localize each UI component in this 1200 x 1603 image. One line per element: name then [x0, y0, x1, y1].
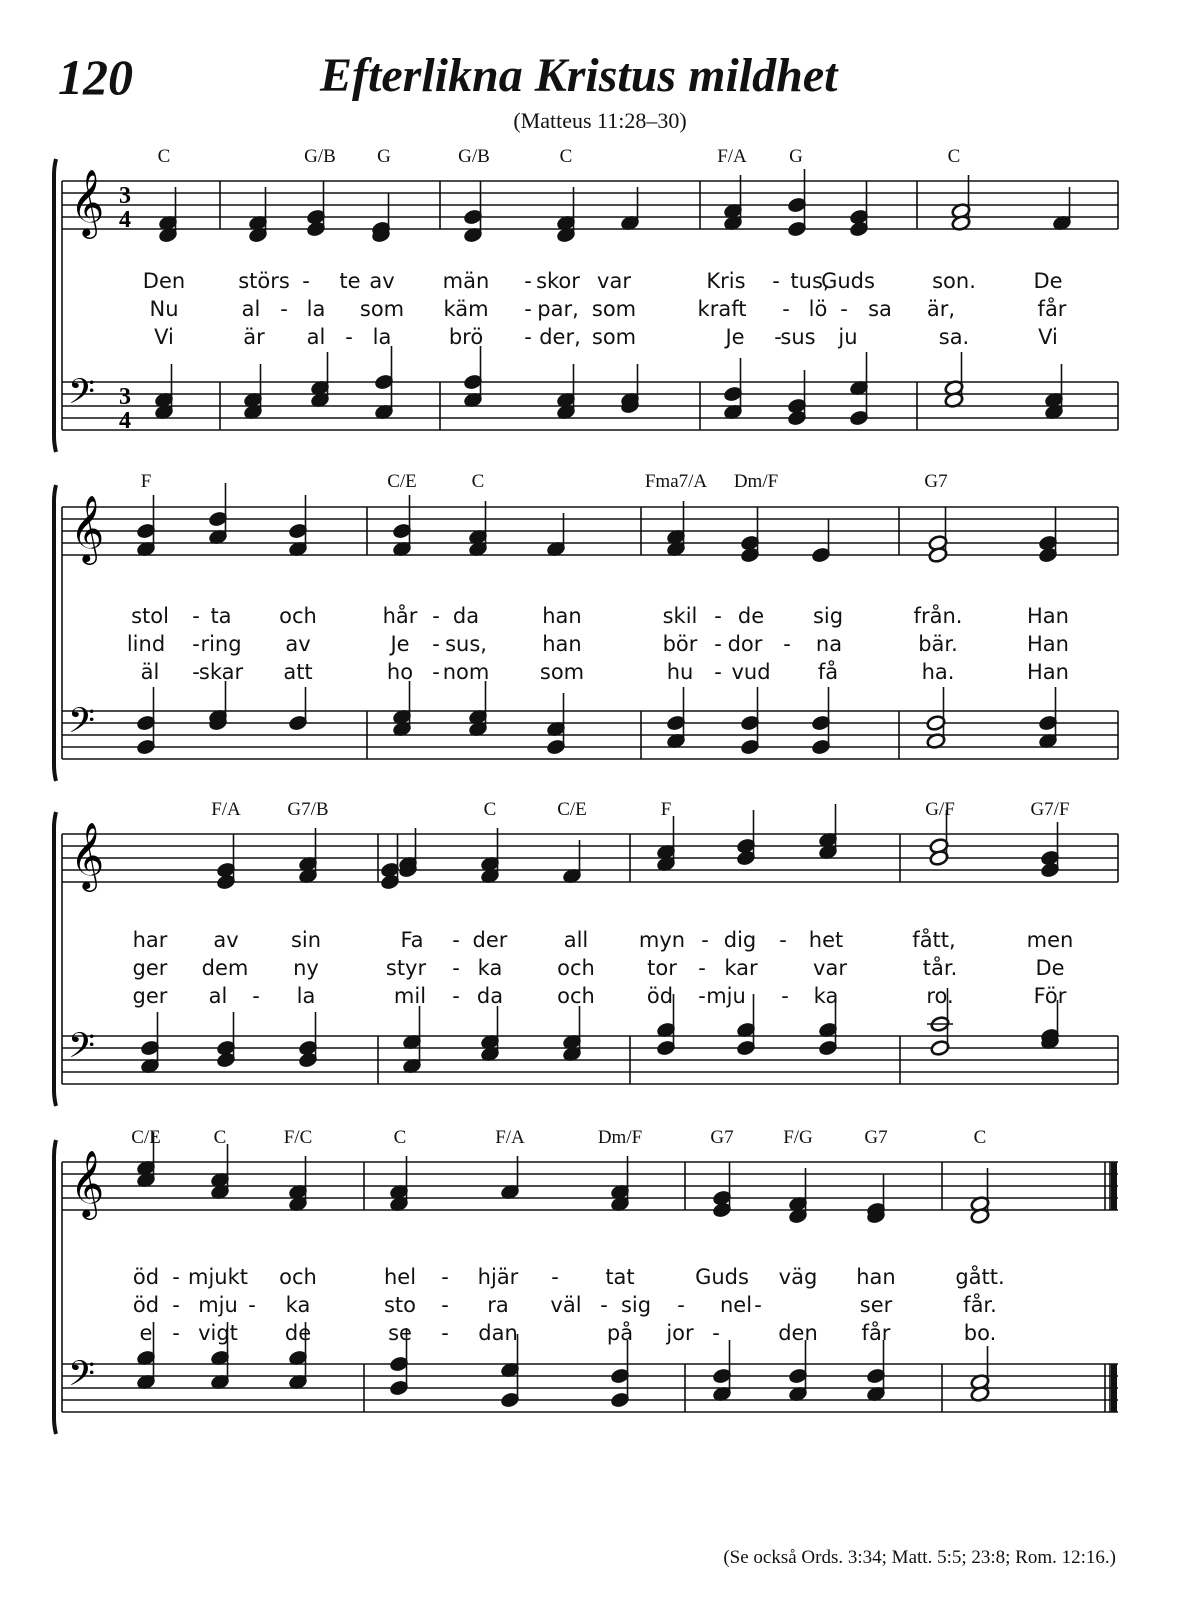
lyric-syllable: från. [913, 604, 963, 628]
lyric-hyphen: - [192, 660, 200, 684]
lyric-syllable: av [285, 632, 311, 656]
bass-clef-icon: 𝄢 [68, 371, 96, 420]
lyric-syllable: dan [478, 1321, 518, 1345]
chord-symbol: G/B [458, 146, 490, 167]
chord-symbol: G [789, 146, 803, 167]
chord-symbol: F/C [283, 1127, 313, 1148]
lyric-syllable: ring [200, 632, 242, 656]
lyric-syllable: hu [666, 660, 694, 684]
chord-symbol: G/B [304, 146, 336, 167]
final-barline [1111, 1364, 1117, 1412]
chord-symbol: C/E [387, 471, 417, 492]
time-signature-top: 3 [119, 183, 131, 209]
lyric-syllable: ho [386, 660, 414, 684]
lyric-hyphen: - [172, 1265, 180, 1289]
lyric-syllable: som [359, 297, 405, 321]
time-signature-bottom: 4 [119, 207, 131, 233]
lyric-syllable: Guds [695, 1265, 749, 1289]
chord-symbol: F [660, 799, 672, 820]
lyric-syllable: var [597, 269, 631, 293]
time-signature-bottom: 4 [119, 408, 131, 434]
treble-clef-icon: 𝄞 [70, 821, 105, 889]
lyric-syllable: Nu [149, 297, 179, 321]
lyric-syllable: par, [537, 297, 579, 321]
lyric-syllable: dig [723, 928, 757, 952]
bass-clef-icon: 𝄢 [68, 1025, 96, 1074]
chord-symbol: C [483, 799, 497, 820]
chord-symbol: F/A [495, 1127, 525, 1148]
lyric-syllable: tat [605, 1265, 635, 1289]
lyric-syllable: han [542, 604, 582, 628]
chord-symbol: G [377, 146, 391, 167]
lyric-syllable: på [606, 1321, 634, 1345]
lyric-syllable: och [557, 984, 595, 1008]
treble-clef-icon: 𝄞 [70, 1149, 105, 1217]
chord-symbol: C/E [557, 799, 587, 820]
lyric-syllable: sig [812, 604, 844, 628]
lyric-syllable: ka [813, 984, 839, 1008]
lyric-syllable: tår. [922, 956, 958, 980]
lyric-hyphen: - [779, 928, 787, 952]
lyric-syllable: lind [126, 632, 166, 656]
lyric-hyphen: - [774, 325, 782, 349]
lyric-hyphen: - [840, 297, 848, 321]
lyric-syllable: väl [550, 1293, 582, 1317]
lyric-syllable: Guds [821, 269, 875, 293]
lyric-syllable: te [339, 269, 361, 293]
lyric-hyphen: - [524, 269, 532, 293]
lyric-hyphen: - [452, 956, 460, 980]
chord-symbol: C [213, 1127, 227, 1148]
lyric-hyphen: - [551, 1265, 559, 1289]
lyric-syllable: tor [647, 956, 677, 980]
lyric-hyphen: - [783, 632, 791, 656]
lyric-syllable: av [369, 269, 395, 293]
lyric-syllable: de [737, 604, 765, 628]
lyric-hyphen: - [345, 325, 353, 349]
lyric-syllable: hel [383, 1265, 417, 1289]
lyric-syllable: der, [539, 325, 581, 349]
system-bracket [54, 1140, 56, 1434]
lyric-syllable: sus [780, 325, 816, 349]
lyric-hyphen: - [714, 604, 722, 628]
lyric-syllable: ka [285, 1293, 311, 1317]
lyric-syllable: sig [620, 1293, 652, 1317]
lyric-syllable: lö [808, 297, 828, 321]
chord-symbol: G/F [925, 799, 955, 820]
lyric-hyphen: - [600, 1293, 608, 1317]
lyric-syllable: män [442, 269, 490, 293]
lyric-syllable: öd [132, 1265, 160, 1289]
lyric-syllable: da [476, 984, 504, 1008]
lyric-hyphen: - [712, 1321, 720, 1345]
lyric-syllable: al [208, 984, 228, 1008]
lyric-syllable: la [296, 984, 316, 1008]
lyric-syllable: är, [926, 297, 956, 321]
lyric-syllable: tus, [790, 269, 830, 293]
lyric-syllable: sa. [938, 325, 970, 349]
lyric-syllable: För [1033, 984, 1067, 1008]
lyric-syllable: får. [963, 1293, 997, 1317]
lyric-syllable: Vi [1038, 325, 1058, 349]
treble-clef-icon: 𝄞 [70, 494, 105, 562]
lyric-syllable: hjär [477, 1265, 519, 1289]
lyric-syllable: e [139, 1321, 153, 1345]
lyric-syllable: den [778, 1321, 818, 1345]
lyric-syllable: han [856, 1265, 896, 1289]
lyric-syllable: ny [293, 956, 319, 980]
lyric-syllable: Je [725, 325, 745, 349]
lyric-syllable: sus, [445, 632, 487, 656]
chord-symbol: G7/F [1030, 799, 1070, 820]
lyric-syllable: al [241, 297, 261, 321]
lyric-syllable: mju [706, 984, 746, 1008]
lyric-syllable: kraft [697, 297, 747, 321]
lyric-syllable: al [306, 325, 326, 349]
lyric-hyphen: - [172, 1321, 180, 1345]
lyric-syllable: het [808, 928, 844, 952]
lyric-syllable: äl [140, 660, 160, 684]
lyric-syllable: ta [210, 604, 232, 628]
lyric-hyphen: - [782, 297, 790, 321]
lyric-syllable: De [1033, 269, 1063, 293]
time-signature-top: 3 [119, 384, 131, 410]
chord-symbol: C [973, 1127, 987, 1148]
lyric-syllable: all [563, 928, 589, 952]
lyric-hyphen: - [302, 269, 310, 293]
lyric-syllable: få [817, 660, 839, 684]
lyric-syllable: Kris [706, 269, 746, 293]
lyric-syllable: öd [132, 1293, 160, 1317]
chord-symbol: F/A [717, 146, 747, 167]
scripture-reference: (Matteus 11:28–30) [513, 108, 687, 133]
lyric-syllable: da [452, 604, 480, 628]
lyric-syllable: ro. [926, 984, 954, 1008]
lyric-syllable: ju [838, 325, 858, 349]
lyric-syllable: av [213, 928, 239, 952]
lyric-hyphen: - [701, 928, 709, 952]
chord-symbol: F/G [783, 1127, 813, 1148]
lyric-syllable: myn [638, 928, 686, 952]
lyric-syllable: De [1035, 956, 1065, 980]
chord-symbol: C [157, 146, 171, 167]
lyric-hyphen: - [441, 1321, 449, 1345]
lyric-syllable: var [813, 956, 847, 980]
lyric-syllable: ha. [921, 660, 955, 684]
lyric-syllable: och [279, 604, 317, 628]
chord-symbol: C [393, 1127, 407, 1148]
lyric-syllable: na [815, 632, 843, 656]
system-bracket [54, 159, 56, 452]
lyric-syllable: Fa [400, 928, 424, 952]
chord-symbol: C [559, 146, 573, 167]
final-barline [1111, 1162, 1117, 1210]
lyric-syllable: och [279, 1265, 317, 1289]
lyric-hyphen: - [524, 325, 532, 349]
lyric-syllable: sin [290, 928, 322, 952]
lyric-syllable: Je [390, 632, 410, 656]
lyric-syllable: får [861, 1321, 891, 1345]
lyric-syllable: vigt [198, 1321, 238, 1345]
lyric-hyphen: - [441, 1265, 449, 1289]
bass-clef-icon: 𝄢 [68, 700, 96, 749]
lyric-syllable: kar [724, 956, 758, 980]
lyric-syllable: får [1037, 297, 1067, 321]
lyric-syllable: nel [719, 1293, 753, 1317]
system-bracket [54, 485, 56, 781]
lyric-syllable: ser [859, 1293, 893, 1317]
lyric-syllable: hår [382, 604, 418, 628]
chord-symbol: G7 [864, 1127, 888, 1148]
lyric-hyphen: - [714, 632, 722, 656]
lyric-syllable: sa [868, 297, 892, 321]
lyric-syllable: han [542, 632, 582, 656]
lyric-syllable: Den [142, 269, 186, 293]
lyric-syllable: sto [383, 1293, 417, 1317]
lyric-syllable: stol [131, 604, 169, 628]
lyric-syllable: har [132, 928, 168, 952]
lyric-syllable: men [1026, 928, 1074, 952]
hymn-title: Efterlikna Kristus mildhet [320, 49, 838, 102]
lyric-hyphen: - [772, 269, 780, 293]
lyric-syllable: mil [393, 984, 427, 1008]
lyric-hyphen: - [698, 984, 706, 1008]
lyric-syllable: brö [448, 325, 484, 349]
treble-clef-icon: 𝄞 [70, 168, 105, 236]
footer-references: (Se också Ords. 3:34; Matt. 5:5; 23:8; Rom. 12:16.) [723, 1547, 1116, 1568]
lyric-syllable: se [388, 1321, 412, 1345]
lyric-hyphen: - [280, 297, 288, 321]
lyric-syllable: la [306, 297, 326, 321]
lyric-syllable: bör [662, 632, 698, 656]
lyric-hyphen: - [452, 984, 460, 1008]
lyric-syllable: Han [1027, 604, 1069, 628]
lyric-syllable: störs [238, 269, 290, 293]
lyric-hyphen: - [441, 1293, 449, 1317]
lyric-syllable: Han [1027, 632, 1069, 656]
chord-symbol: C [471, 471, 485, 492]
lyric-syllable: de [284, 1321, 312, 1345]
chord-symbol: C [947, 146, 961, 167]
lyric-syllable: fått, [912, 928, 956, 952]
lyric-syllable: öd [646, 984, 674, 1008]
chord-symbol: G7/B [287, 799, 329, 820]
lyric-syllable: skil [662, 604, 698, 628]
lyric-syllable: mjukt [188, 1265, 248, 1289]
chord-symbol: F [140, 471, 152, 492]
lyric-hyphen: - [192, 632, 200, 656]
lyric-syllable: gått. [955, 1265, 1005, 1289]
chord-symbol: Dm/F [597, 1127, 643, 1148]
lyric-hyphen: - [524, 297, 532, 321]
lyric-syllable: skor [536, 269, 580, 293]
bass-clef-icon: 𝄢 [68, 1353, 96, 1402]
lyric-syllable: styr [385, 956, 427, 980]
chord-symbol: C/E [131, 1127, 161, 1148]
chord-symbol: G7 [710, 1127, 734, 1148]
chord-symbol: Fma7/A [644, 471, 708, 492]
lyric-hyphen: - [248, 1293, 256, 1317]
lyric-syllable: skar [198, 660, 244, 684]
lyric-hyphen: - [252, 984, 260, 1008]
lyric-hyphen: - [432, 632, 440, 656]
hymn-number: 120 [58, 49, 133, 105]
lyric-hyphen: - [677, 1293, 685, 1317]
lyric-syllable: och [557, 956, 595, 980]
lyric-hyphen: - [432, 604, 440, 628]
lyric-syllable: ger [132, 956, 168, 980]
lyric-syllable: bo. [963, 1321, 997, 1345]
lyric-syllable: som [591, 325, 637, 349]
lyric-syllable: nom [442, 660, 490, 684]
lyric-syllable: dem [201, 956, 249, 980]
lyric-syllable: bär. [918, 632, 958, 656]
lyric-hyphen: - [714, 660, 722, 684]
lyric-hyphen: - [432, 660, 440, 684]
lyric-syllable: son. [932, 269, 976, 293]
chord-symbol: F/A [211, 799, 241, 820]
lyric-syllable: vud [731, 660, 771, 684]
lyric-syllable: som [539, 660, 585, 684]
lyric-syllable: la [372, 325, 392, 349]
lyric-hyphen: - [452, 928, 460, 952]
lyric-syllable: der [472, 928, 508, 952]
lyric-hyphen: - [172, 1293, 180, 1317]
lyric-hyphen: - [781, 984, 789, 1008]
system-bracket [54, 812, 56, 1106]
lyric-syllable: att [283, 660, 313, 684]
lyric-syllable: ra [487, 1293, 509, 1317]
lyric-syllable: som [591, 297, 637, 321]
lyric-hyphen: - [192, 604, 200, 628]
lyric-syllable: mju [198, 1293, 238, 1317]
lyric-syllable: Han [1027, 660, 1069, 684]
lyric-syllable: dor [727, 632, 763, 656]
lyric-hyphen: - [754, 1293, 762, 1317]
lyric-hyphen: - [698, 956, 706, 980]
lyric-syllable: väg [778, 1265, 818, 1289]
lyric-syllable: jor [666, 1321, 694, 1345]
lyric-syllable: käm [443, 297, 489, 321]
lyric-syllable: Vi [154, 325, 174, 349]
lyric-syllable: är [243, 325, 265, 349]
chord-symbol: Dm/F [733, 471, 779, 492]
lyric-syllable: ka [477, 956, 503, 980]
chord-symbol: G7 [924, 471, 948, 492]
lyric-syllable: ger [132, 984, 168, 1008]
